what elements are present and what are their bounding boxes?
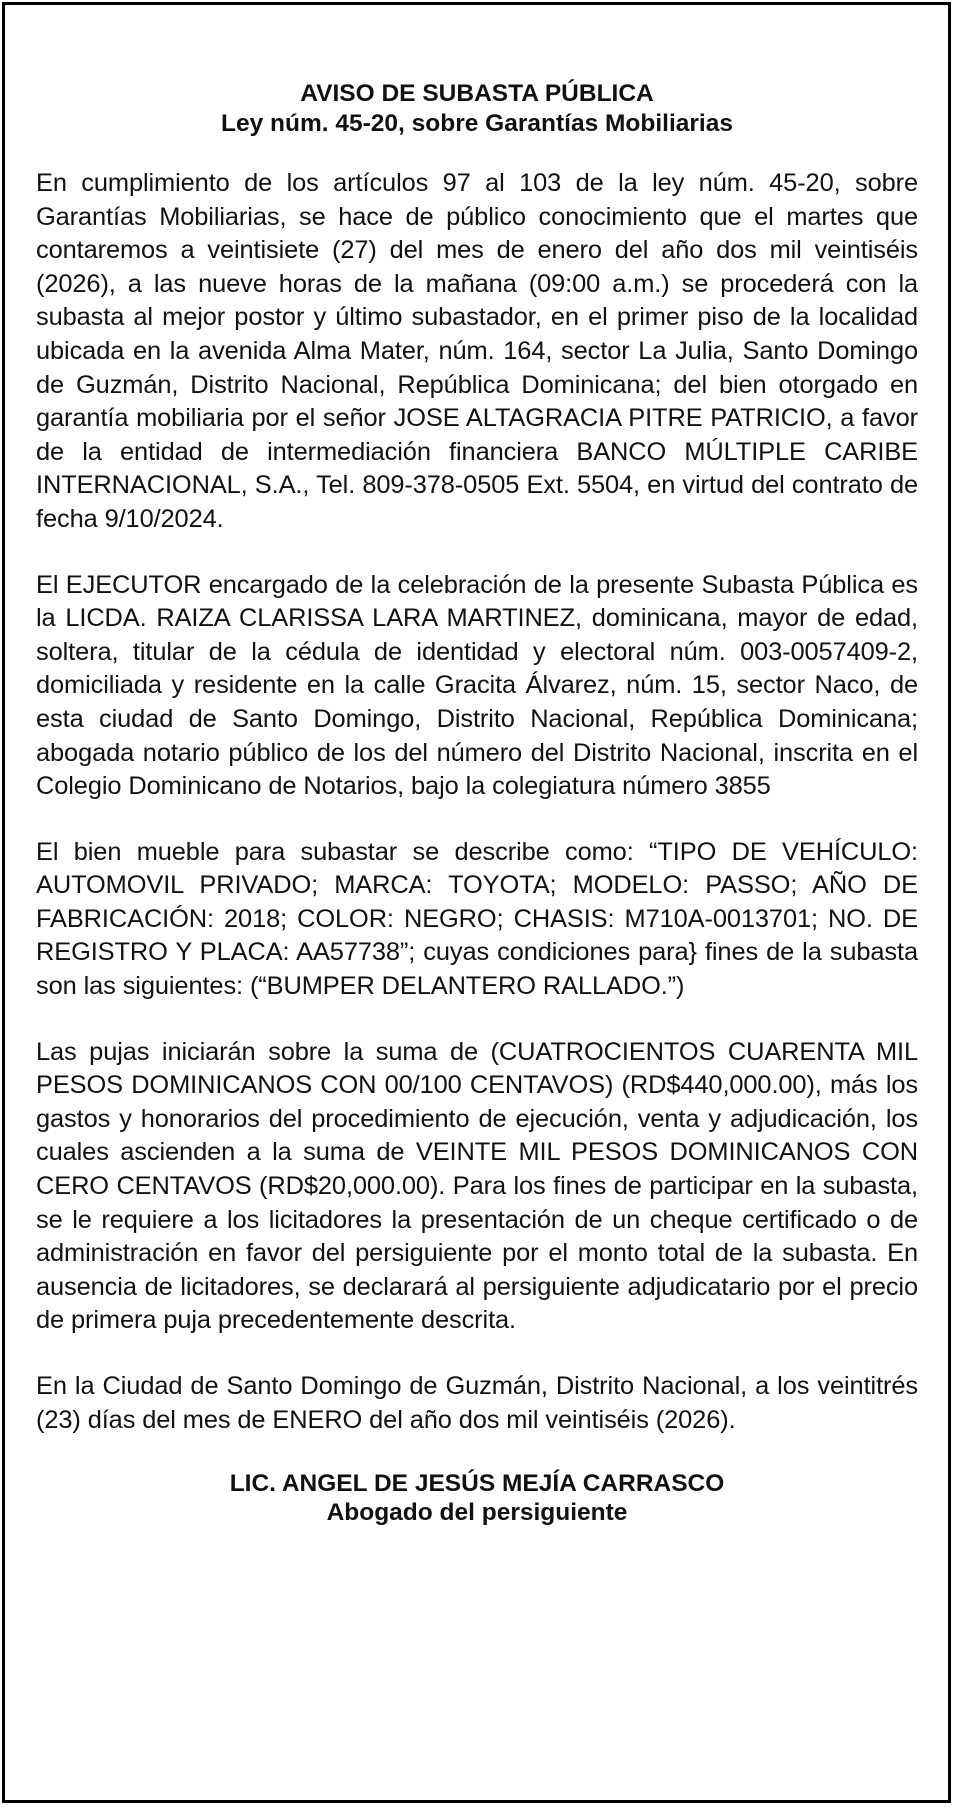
paragraph-executor: El EJECUTOR encargado de la celebración de la presente Subasta Pública es la LICDA. RAIZA CLARISSA LARA MARTINEZ, dominicana, mayor de edad, soltera, titular de la cédula de identidad y electoral núm. 003-0057409-2, domiciliada y residente en la calle Gracita Álvarez, núm. 15, sector Naco, de esta ciudad de Santo Domingo, Distrito Nacional, República Dominicana; abogada notario público de los del número del Distrito Nacional, inscrita en el Colegio Dominicano de Notarios, bajo la colegiatura número 3855 (36, 570, 918, 801)
paragraph-date-place: En la Ciudad de Santo Domingo de Guzmán, Distrito Nacional, a los veintitrés (23) días del mes de ENERO del año dos mil veintiséis (2026). (36, 1372, 918, 1434)
signature-role: Abogado del persiguiente (326, 1499, 628, 1527)
legal-notice (2, 2, 951, 1803)
paragraph-vehicle-description: El bien mueble para subastar se describe como: “TIPO DE VEHÍCULO: AUTOMOVIL PRIVADO; MARCA: TOYOTA; MODELO: PASSO; AÑO DE FABRICACIÓN: 2018; COLOR: NEGRO; CHASIS: M710A-0013701; NO. DE REGISTRO Y PLACA: AA57738”; cuyas condiciones para} fines de la subasta son las siguientes: (“BUMPER DELANTERO RALLADO.”) (36, 837, 918, 1001)
paragraph-auction-announcement: En cumplimiento de los artículos 97 al 103 de la ley núm. 45-20, sobre Garantías Mobiliarias, se hace de público conocimiento que el martes que contaremos a veintisiete (27) del mes de enero del año dos mil veintiséis (2026), a las nueve horas de la mañana (09:00 a.m.) se procederá con la subasta al mejor postor y último subastador, en el primer piso de la localidad ubicada en la avenida Alma Mater, núm. 164, sector La Julia, Santo Domingo de Guzmán, Distrito Nacional, República Dominicana; del bien otorgado en garantía mobiliaria por el señor JOSE ALTAGRACIA PITRE PATRICIO, a favor de la entidad de intermediación financiera BANCO MÚLTIPLE CARIBE INTERNACIONAL, S.A., Tel. 809-378-0505 Ext. 5504, en virtud del contrato de fecha 9/10/2024. (36, 169, 918, 533)
paragraph-bidding-terms: Las pujas iniciarán sobre la suma de (CUATROCIENTOS CUARENTA MIL PESOS DOMINICANOS CON 00/100 CENTAVOS) (RD$440,000.00), más los gastos y honorarios del procedimiento de ejecución, venta y adjudicación, los cuales ascienden a la suma de VEINTE MIL PESOS DOMINICANOS CON CERO CENTAVOS (RD$20,000.00). Para los fines de participar en la subasta, se le requiere a los licitadores la presentación de un cheque certificado o de administración en favor del persiguiente por el monto total de la subasta. En ausencia de licitadores, se declarará al persiguiente adjudicatario por el precio de primera puja precedentemente descrita. (36, 1037, 918, 1335)
notice-header (36, 79, 918, 139)
signature-block (36, 1469, 918, 1527)
notice-title: AVISO DE SUBASTA PÚBLICA (300, 80, 654, 107)
signature-name: LIC. ANGEL DE JESÚS MEJÍA CARRASCO (229, 1470, 725, 1498)
notice-subtitle: Ley núm. 45-20, sobre Garantías Mobiliarias (221, 110, 733, 137)
